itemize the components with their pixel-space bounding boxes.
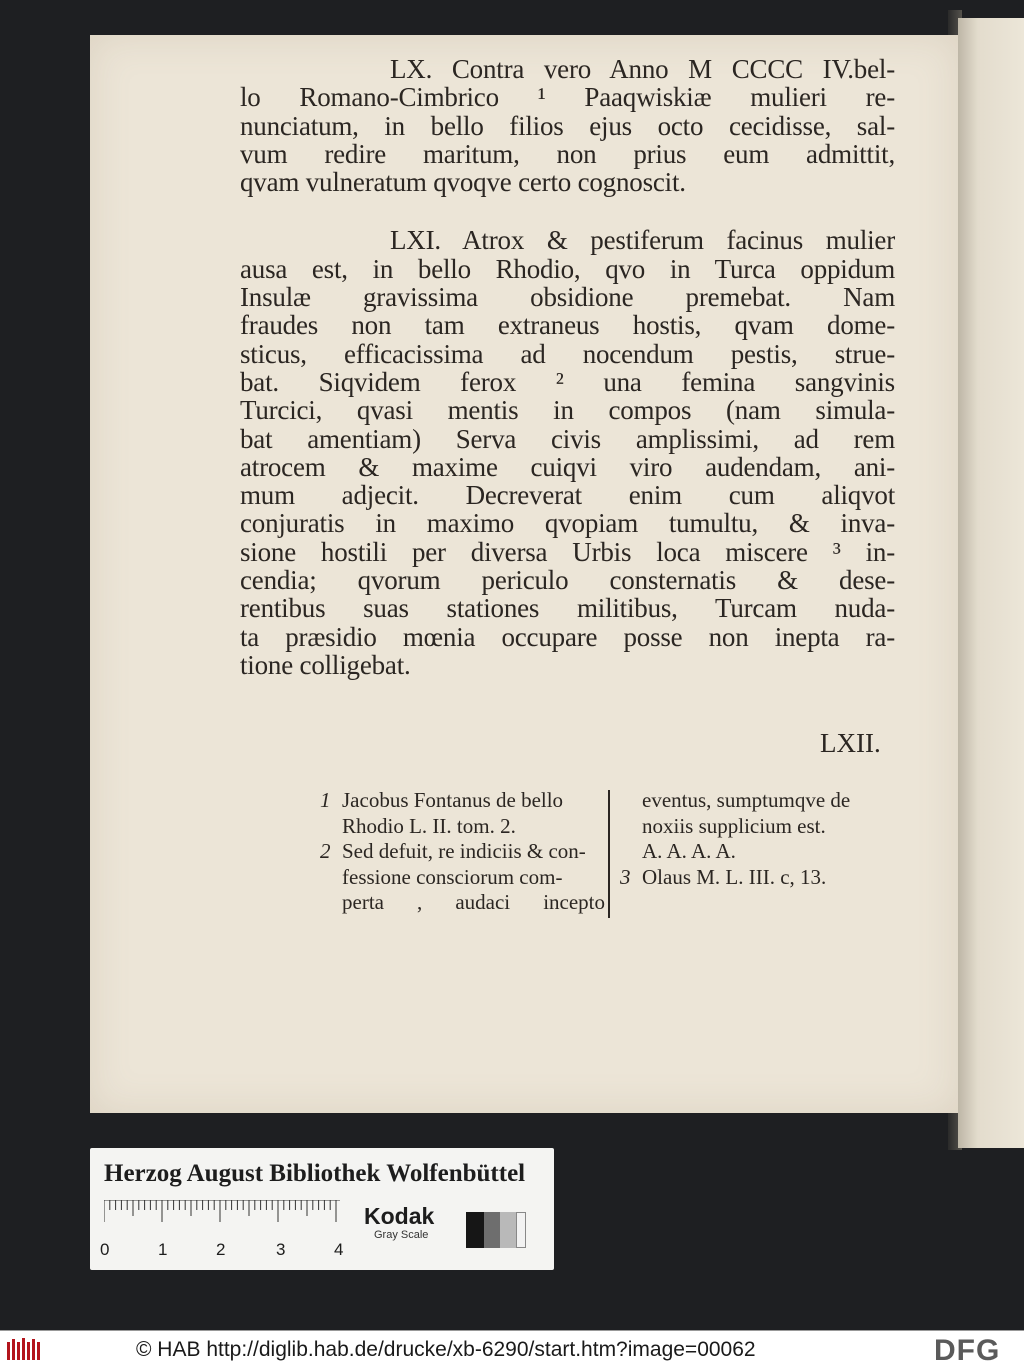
text-line: fraudes non tam extraneus hostis, qvam dome- (240, 310, 895, 341)
library-name: Herzog August Bibliothek Wolfenbüttel (104, 1160, 526, 1187)
text-line: lo Romano-Cimbrico ¹ Paaqwiskiæ mulieri re- (240, 82, 895, 113)
text-line: conjuratis in maximo qvopiam tumultu, & inva- (240, 508, 895, 539)
text-line: sticus, efficacissima ad nocendum pestis, strue- (240, 338, 895, 369)
footnotes (320, 788, 898, 928)
ruler-number: 2 (216, 1240, 226, 1259)
text-line: LX. Contra vero Anno M CCCC IV.bel- (390, 54, 895, 84)
gray-swatch-dark (484, 1212, 500, 1248)
footnotes-right-column (620, 788, 898, 890)
text-line: ausa est, in bello Rhodio, qvo in Turca oppidum (240, 253, 895, 284)
footnote-text: Sed defuit, re indiciis & con- (342, 839, 586, 863)
ruler-number: 1 (158, 1240, 168, 1259)
footnote-number: 2 (320, 839, 331, 863)
text-line: nunciatum, in bello filios ejus octo cecidisse, sal- (240, 110, 895, 141)
text-line: Turcici, qvasi mentis in compos (nam simula- (240, 395, 895, 426)
text-line: LXI. Atrox & pestiferum facinus mulier (390, 225, 895, 256)
footnote-line (320, 890, 605, 916)
gray-swatch-white (516, 1212, 526, 1248)
ruler-number: 3 (276, 1240, 286, 1259)
ruler-ticks (104, 1200, 336, 1222)
footnote-text: A. A. A. A. (642, 839, 736, 863)
paragraph-lx (240, 55, 895, 196)
footnote-text: noxiis supplicium est. (642, 813, 826, 838)
text-line: ta præsidio mœnia occupare posse non inepta ra- (240, 621, 895, 652)
text-line: sione hostili per diversa Urbis loca miscere ³ in- (240, 536, 895, 567)
hab-logo-icon (6, 1336, 46, 1364)
text-line: bat. Siqvidem ferox ² una femina sangvinis (240, 366, 895, 397)
footnote-line (620, 865, 898, 891)
ruler-number: 0 (100, 1240, 110, 1259)
gray-scale-label: Gray Scale (374, 1229, 429, 1241)
footnote-line (320, 839, 605, 865)
footnote-line (320, 788, 605, 814)
ruler-number: 4 (334, 1240, 344, 1259)
footnote-text: fessione consciorum com- (342, 864, 563, 889)
facing-page-edge (958, 18, 1024, 1148)
text-line: tione colligebat. (240, 649, 411, 680)
dfg-logo: DFG (934, 1334, 1001, 1367)
footnote-line (620, 839, 898, 865)
gray-swatch-black (466, 1212, 484, 1248)
main-text (240, 55, 895, 679)
footnote-text: Jacobus Fontanus de bello (342, 788, 564, 812)
footnote-text: Olaus M. L. III. c, 13. (642, 864, 827, 889)
kodak-brand: Kodak (364, 1203, 435, 1229)
footnote-line (620, 788, 898, 814)
footnote-text: Rhodio L. II. tom. 2. (342, 813, 516, 838)
text-line: atrocem & maxime cuiqvi viro audendam, ani- (240, 451, 895, 482)
footnote-divider (608, 790, 610, 918)
footnote-line (320, 865, 605, 891)
text-line: rentibus suas stationes militibus, Turcam nuda- (240, 593, 895, 624)
text-line: vum redire maritum, non prius eum admittit, (240, 138, 895, 169)
footnote-number: 3 (620, 864, 631, 889)
text-line: bat amentiam) Serva civis amplissimi, ad rem (240, 423, 895, 454)
copyright-link[interactable]: © HAB http://diglib.hab.de/drucke/xb-6290/start.htm?image=00062 (136, 1338, 756, 1361)
footnote-text: perta , audaci incepto (342, 890, 605, 914)
footnote-text: eventus, sumptumqve de (642, 788, 851, 812)
text-line: Insulæ gravissima obsidione premebat. Nam (240, 282, 895, 313)
gray-swatch-light (500, 1212, 516, 1248)
text-line: qvam vulneratum qvoqve certo cognoscit. (240, 167, 686, 198)
paragraph-lxi (240, 226, 895, 679)
text-line: mum adjecit. Decreverat enim cum aliqvot (240, 480, 895, 511)
footnote-line (620, 814, 898, 840)
text-line: cendia; qvorum periculo consternatis & dese- (240, 565, 895, 596)
footnote-line (320, 814, 605, 840)
scale-ruler (104, 1200, 340, 1240)
catchword: LXII. (820, 728, 881, 758)
footnote-number: 1 (320, 788, 331, 812)
footnotes-left-column (320, 788, 605, 916)
